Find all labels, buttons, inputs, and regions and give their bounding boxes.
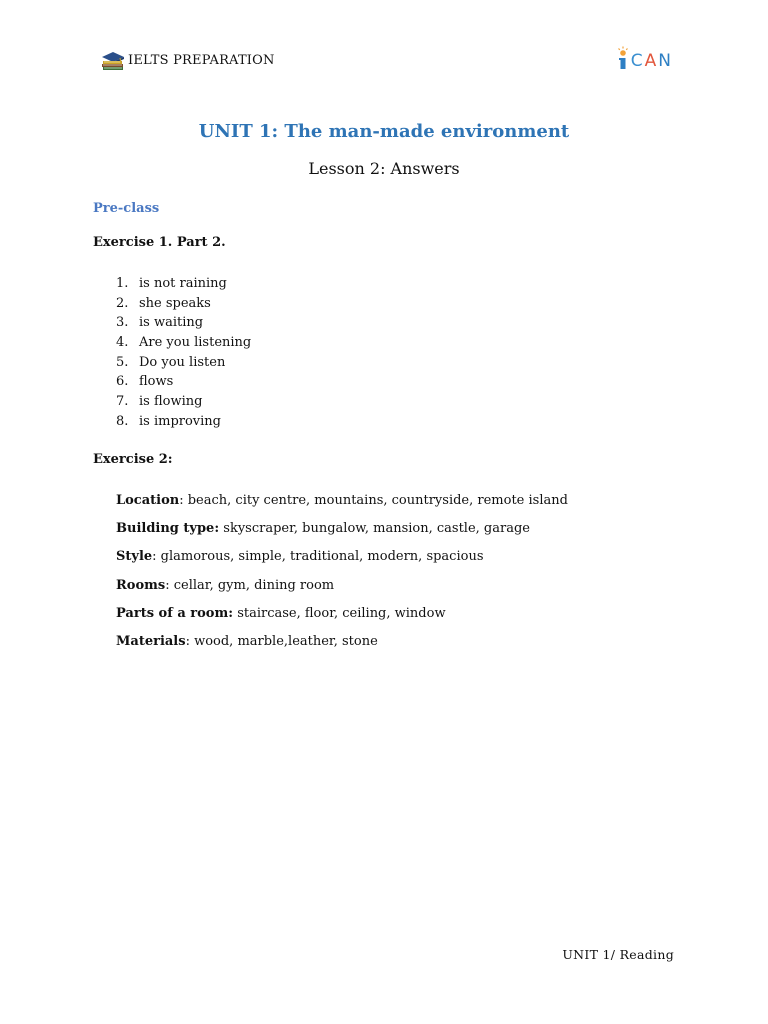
- brand-text: IELTS PREPARATION: [128, 53, 275, 68]
- lightbulb-person-icon: [616, 46, 630, 70]
- vocab-row-building-type: Building type: skyscraper, bungalow, mansion, castle, garage: [116, 521, 530, 537]
- exercise-1-title: Exercise 1. Part 2.: [93, 235, 226, 250]
- unit-title: UNIT 1: The man-made environment: [198, 121, 570, 142]
- list-item: 4. Are you listening: [116, 335, 252, 351]
- exercise-2-title: Exercise 2:: [93, 452, 173, 467]
- lesson-title: Lesson 2: Answers: [308, 159, 460, 178]
- books-icon: [100, 46, 126, 72]
- ican-logo: [616, 46, 673, 70]
- vocab-row-location: Location: beach, city centre, mountains, countryside, remote island: [116, 493, 568, 508]
- vocab-row-parts-of-room: Parts of a room: staircase, floor, ceiling, window: [116, 605, 446, 621]
- vocab-row-style: Style: glamorous, simple, traditional, modern, spacious: [116, 549, 484, 565]
- page-header: [100, 46, 673, 76]
- exercise-1-answers: [116, 274, 251, 432]
- section-label: Pre-class: [93, 201, 160, 216]
- list-item: 5. Do you listen: [116, 354, 226, 370]
- list-item: 6. flows: [116, 374, 174, 390]
- logo-text: CAN: [630, 51, 673, 71]
- list-item: 2. she speaks: [116, 295, 211, 311]
- list-item: 1. is not raining: [116, 276, 227, 291]
- vocab-row-materials: Materials: wood, marble,leather, stone: [116, 633, 378, 649]
- vocab-row-rooms: Rooms: cellar, gym, dining room: [116, 577, 335, 593]
- list-item: 3. is waiting: [116, 315, 204, 331]
- list-item: 7. is flowing: [116, 394, 203, 410]
- list-item: 8. is improving: [116, 413, 222, 429]
- page-footer: UNIT 1/ Reading: [562, 947, 674, 962]
- exercise-2-answers: [116, 491, 568, 660]
- brand: [100, 46, 275, 72]
